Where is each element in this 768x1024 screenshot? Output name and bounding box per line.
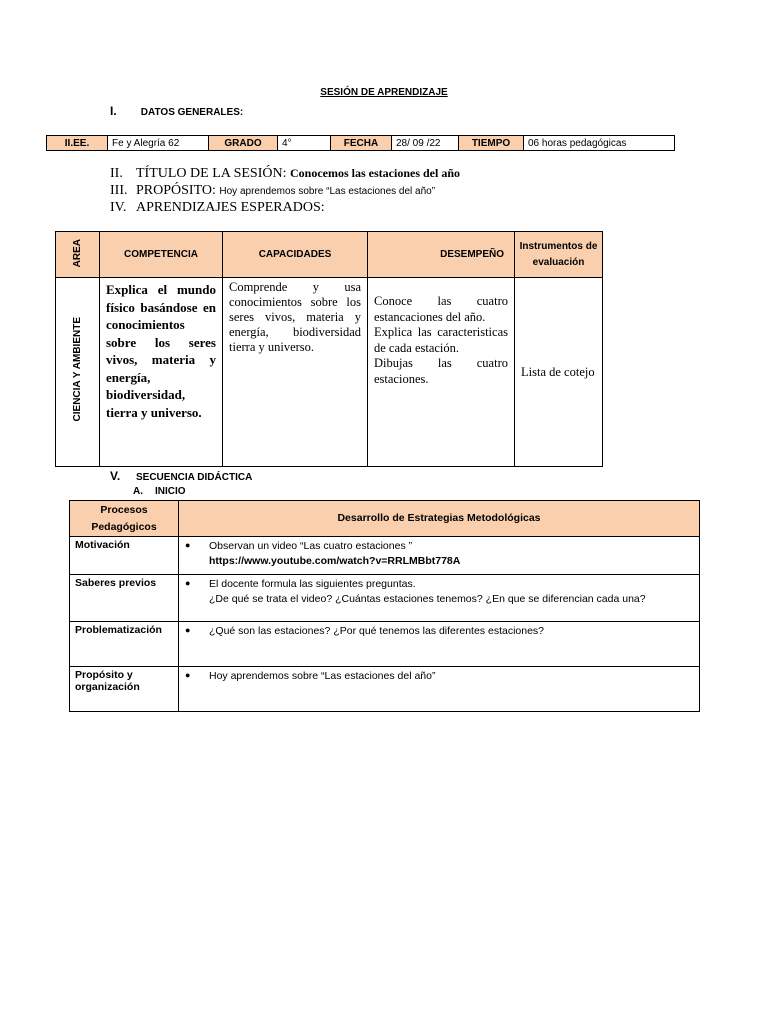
capacidades-cell: Comprende y usa conocimientos sobre los seres vivos, materia y energía, biodiversidad tierra y universo. xyxy=(223,278,368,467)
general-data-table xyxy=(46,135,675,151)
time-label: TIEMPO xyxy=(459,136,524,151)
section-secuencia xyxy=(110,469,252,483)
section-number: III. xyxy=(110,183,128,198)
header-desempeno: DESEMPEÑO xyxy=(368,232,515,278)
proceso-cell: Propósito y organización xyxy=(70,667,179,712)
sequence-table xyxy=(69,500,700,712)
section-datos-generales xyxy=(110,104,243,118)
document-title: SESIÓN DE APRENDIZAJE xyxy=(320,87,448,98)
section-label: DATOS GENERALES: xyxy=(140,107,244,118)
section-titulo xyxy=(110,166,460,182)
desarrollo-line: Observan un video “Las cuatro estaciones ” xyxy=(209,540,413,552)
header-procesos: Procesos Pedagógicos xyxy=(70,501,179,537)
proceso-cell: Saberes previos xyxy=(70,575,179,622)
section-label: APRENDIZAJES ESPERADOS: xyxy=(136,200,325,215)
bullet-icon: ● xyxy=(185,670,191,680)
section-label: SECUENCIA DIDÁCTICA xyxy=(136,472,253,483)
desarrollo-cell xyxy=(179,537,700,575)
desarrollo-cell xyxy=(179,575,700,622)
video-link[interactable]: https://www.youtube.com/watch?v=RRLMBbt778A xyxy=(209,555,461,567)
desarrollo-line: El docente formula las siguientes preguntas. xyxy=(209,578,416,590)
learning-table xyxy=(55,231,603,467)
subsection-number: A. xyxy=(133,486,143,497)
grade-label: GRADO xyxy=(209,136,278,151)
section-label: PROPÓSITO: xyxy=(136,183,216,198)
subsection-inicio xyxy=(133,486,186,497)
time-value: 06 horas pedagógicas xyxy=(524,136,675,151)
purpose-value: Hoy aprendemos sobre “Las estaciones del año” xyxy=(219,186,436,197)
header-competencia: COMPETENCIA xyxy=(100,232,223,278)
date-label: FECHA xyxy=(331,136,392,151)
school-value: Fe y Alegría 62 xyxy=(108,136,209,151)
header-area: AREA xyxy=(56,232,100,278)
header-instrumentos: Instrumentos de evaluación xyxy=(515,232,603,278)
desarrollo-line: ¿Qué son las estaciones? ¿Por qué tenemos las diferentes estaciones? xyxy=(209,625,545,637)
desempeno-line: Conoce las cuatro estancaciones del año. xyxy=(374,294,508,324)
desempeno-line: Explica las caracteristicas de cada estación. xyxy=(374,325,508,355)
section-aprendizajes xyxy=(110,200,325,216)
desarrollo-cell xyxy=(179,622,700,667)
proceso-cell: Problematización xyxy=(70,622,179,667)
grade-value: 4° xyxy=(278,136,331,151)
instrumentos-cell: Lista de cotejo xyxy=(515,278,603,467)
date-value: 28/ 09 /22 xyxy=(392,136,459,151)
section-number: I. xyxy=(110,104,117,118)
proceso-cell: Motivación xyxy=(70,537,179,575)
desarrollo-line: ¿De qué se trata el video? ¿Cuántas estaciones tenemos? ¿En que se diferencian cada una? xyxy=(209,593,646,605)
area-cell: CIENCIA Y AMBIENTE xyxy=(56,278,100,467)
bullet-icon: ● xyxy=(185,540,191,550)
section-label: TÍTULO DE LA SESIÓN: xyxy=(136,166,287,181)
section-proposito xyxy=(110,183,435,199)
desarrollo-line: Hoy aprendemos sobre “Las estaciones del año” xyxy=(209,670,436,682)
header-desarrollo: Desarrollo de Estrategias Metodológicas xyxy=(179,501,700,537)
school-label: II.EE. xyxy=(47,136,108,151)
section-number: II. xyxy=(110,166,123,181)
desempeno-cell xyxy=(368,278,515,467)
header-capacidades: CAPACIDADES xyxy=(223,232,368,278)
session-title-value: Conocemos las estaciones del año xyxy=(290,166,460,180)
subsection-label: INICIO xyxy=(155,486,186,497)
desempeno-line: Dibujas las cuatro estaciones. xyxy=(374,356,508,386)
bullet-icon: ● xyxy=(185,625,191,635)
bullet-icon: ● xyxy=(185,578,191,588)
competencia-cell: Explica el mundo físico basándose en conocimientos sobre los seres vivos, materia y energía, biodiversidad, tierra y universo. xyxy=(100,278,223,467)
desarrollo-cell xyxy=(179,667,700,712)
section-number: V. xyxy=(110,469,121,483)
section-number: IV. xyxy=(110,200,127,215)
